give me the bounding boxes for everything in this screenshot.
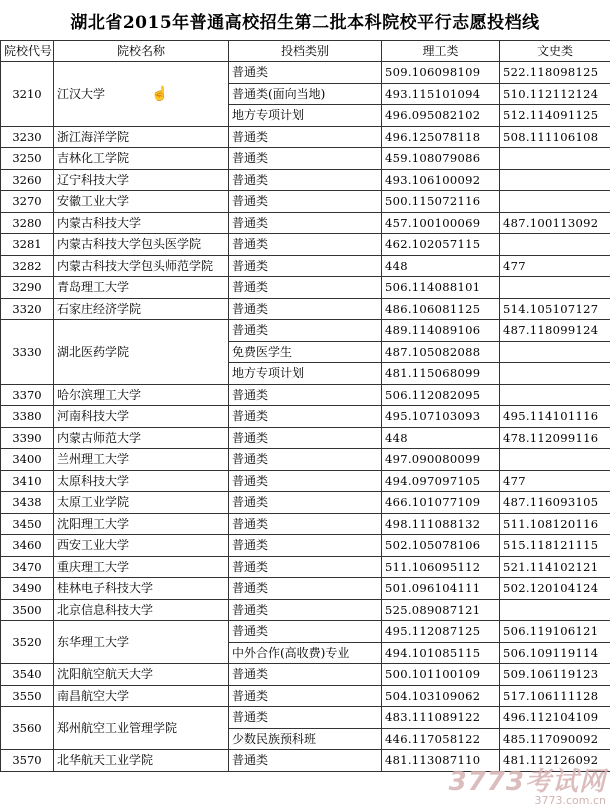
category-cell: 普通类 <box>229 255 382 277</box>
school-code-cell: 3410 <box>1 470 54 492</box>
school-name: 太原科技大学 <box>57 473 130 488</box>
science-score-cell: 511.106095112 <box>382 556 500 578</box>
science-score-cell: 487.105082088 <box>382 341 500 363</box>
school-name-cell <box>54 513 229 535</box>
arts-score-cell: 517.106111128 <box>500 685 610 707</box>
school-name: 沈阳理工大学 <box>57 516 130 531</box>
header-category: 投档类别 <box>229 41 382 62</box>
school-code-cell: 3280 <box>1 212 54 234</box>
school-name-cell <box>54 234 229 256</box>
table-body <box>1 62 610 772</box>
school-name-cell <box>54 685 229 707</box>
table-header-row <box>1 41 610 62</box>
header-name: 院校名称 <box>54 41 229 62</box>
school-code-cell: 3438 <box>1 492 54 514</box>
school-name-cell <box>54 750 229 772</box>
science-score-cell: 493.115101094 <box>382 83 500 105</box>
table-row <box>1 255 610 277</box>
category-cell: 普通类 <box>229 62 382 84</box>
school-name: 河南科技大学 <box>57 409 130 424</box>
category-cell: 普通类 <box>229 234 382 256</box>
table-row <box>1 750 610 772</box>
science-score-cell: 494.097097105 <box>382 470 500 492</box>
science-score-cell: 489.114089106 <box>382 320 500 342</box>
school-name-cell <box>54 492 229 514</box>
school-name-cell <box>54 277 229 299</box>
table-row <box>1 556 610 578</box>
school-name: 桂林电子科技大学 <box>57 581 154 596</box>
arts-score-cell: 522.118098125 <box>500 62 610 84</box>
category-cell: 普通类 <box>229 169 382 191</box>
table-row <box>1 169 610 191</box>
table-row <box>1 621 610 643</box>
category-cell: 普通类 <box>229 126 382 148</box>
category-cell: 普通类(面向当地) <box>229 83 382 105</box>
school-name-cell <box>54 298 229 320</box>
school-name-cell <box>54 384 229 406</box>
category-cell: 普通类 <box>229 148 382 170</box>
school-name: 北华航天工业学院 <box>57 753 154 768</box>
science-score-cell: 481.113087110 <box>382 750 500 772</box>
arts-score-cell: 510.112112124 <box>500 83 610 105</box>
science-score-cell: 494.101085115 <box>382 642 500 664</box>
school-name-cell <box>54 191 229 213</box>
school-name-cell <box>54 320 229 385</box>
science-score-cell: 496.095082102 <box>382 105 500 127</box>
category-cell: 普通类 <box>229 449 382 471</box>
school-code-cell: 3450 <box>1 513 54 535</box>
school-code-cell: 3282 <box>1 255 54 277</box>
school-code-cell: 3400 <box>1 449 54 471</box>
table-row <box>1 449 610 471</box>
arts-score-cell: 485.117090092 <box>500 728 610 750</box>
arts-score-cell: 511.108120116 <box>500 513 610 535</box>
school-code-cell: 3390 <box>1 427 54 449</box>
school-name: 湖北医药学院 <box>57 344 130 359</box>
arts-score-cell <box>500 277 610 299</box>
arts-score-cell: 508.111106108 <box>500 126 610 148</box>
school-code-cell: 3550 <box>1 685 54 707</box>
table-row <box>1 234 610 256</box>
school-code-cell: 3270 <box>1 191 54 213</box>
science-score-cell: 459.108079086 <box>382 148 500 170</box>
science-score-cell: 500.101100109 <box>382 664 500 686</box>
arts-score-cell <box>500 449 610 471</box>
arts-score-cell: 495.114101116 <box>500 406 610 428</box>
science-score-cell: 486.106081125 <box>382 298 500 320</box>
science-score-cell: 502.105078106 <box>382 535 500 557</box>
school-name-cell <box>54 427 229 449</box>
category-cell: 少数民族预科班 <box>229 728 382 750</box>
school-name: 郑州航空工业管理学院 <box>57 721 178 735</box>
school-name: 太原工业学院 <box>57 495 130 510</box>
category-cell: 普通类 <box>229 492 382 514</box>
school-name: 北京信息科技大学 <box>57 602 154 617</box>
science-score-cell: 501.096104111 <box>382 578 500 600</box>
arts-score-cell: 477 <box>500 470 610 492</box>
arts-score-cell <box>500 148 610 170</box>
table-row <box>1 384 610 406</box>
school-name-cell <box>54 126 229 148</box>
arts-score-cell <box>500 384 610 406</box>
arts-score-cell: 487.100113092 <box>500 212 610 234</box>
watermark-url: 3773.com.cn <box>534 794 606 807</box>
school-name: 安徽工业大学 <box>57 194 130 209</box>
school-name: 吉林化工学院 <box>57 151 130 166</box>
arts-score-cell <box>500 599 610 621</box>
school-code-cell: 3560 <box>1 707 54 750</box>
category-cell: 普通类 <box>229 535 382 557</box>
arts-score-cell: 521.114102121 <box>500 556 610 578</box>
arts-score-cell: 506.119106121 <box>500 621 610 643</box>
school-code-cell: 3470 <box>1 556 54 578</box>
category-cell: 普通类 <box>229 578 382 600</box>
school-code-cell: 3500 <box>1 599 54 621</box>
table-row <box>1 535 610 557</box>
table-row <box>1 492 610 514</box>
school-name: 重庆理工大学 <box>57 559 130 574</box>
science-score-cell: 525.089087121 <box>382 599 500 621</box>
school-name-cell <box>54 535 229 557</box>
category-cell: 普通类 <box>229 277 382 299</box>
science-score-cell: 446.117058122 <box>382 728 500 750</box>
category-cell: 普通类 <box>229 513 382 535</box>
table-row <box>1 298 610 320</box>
hand-cursor-icon: ☝ <box>151 86 169 102</box>
school-code-cell: 3320 <box>1 298 54 320</box>
table-row <box>1 148 610 170</box>
school-code-cell: 3330 <box>1 320 54 385</box>
science-score-cell: 496.125078118 <box>382 126 500 148</box>
science-score-cell: 509.106098109 <box>382 62 500 84</box>
header-code: 院校代号 <box>1 41 54 62</box>
school-code-cell: 3281 <box>1 234 54 256</box>
school-name-cell <box>54 599 229 621</box>
school-code-cell: 3230 <box>1 126 54 148</box>
school-code-cell: 3210 <box>1 62 54 127</box>
table-row <box>1 578 610 600</box>
header-science: 理工类 <box>382 41 500 62</box>
category-cell: 普通类 <box>229 750 382 772</box>
category-cell: 普通类 <box>229 556 382 578</box>
science-score-cell: 495.112087125 <box>382 621 500 643</box>
science-score-cell: 481.115068099 <box>382 363 500 385</box>
arts-score-cell: 477 <box>500 255 610 277</box>
school-name-cell <box>54 556 229 578</box>
category-cell: 普通类 <box>229 384 382 406</box>
school-code-cell: 3380 <box>1 406 54 428</box>
school-name: 内蒙古科技大学包头师范学院 <box>57 258 214 273</box>
category-cell: 普通类 <box>229 707 382 729</box>
category-cell: 普通类 <box>229 191 382 213</box>
school-name-cell <box>54 449 229 471</box>
category-cell: 普通类 <box>229 320 382 342</box>
school-name: 辽宁科技大学 <box>57 172 130 187</box>
school-name: 浙江海洋学院 <box>57 129 130 144</box>
arts-score-cell <box>500 341 610 363</box>
school-name: 西安工业大学 <box>57 538 130 553</box>
school-name: 内蒙古师范大学 <box>57 430 142 445</box>
school-name: 内蒙古科技大学包头医学院 <box>57 237 202 252</box>
school-name: 沈阳航空航天大学 <box>57 667 154 682</box>
category-cell: 普通类 <box>229 406 382 428</box>
school-name-cell <box>54 578 229 600</box>
category-cell: 地方专项计划 <box>229 363 382 385</box>
school-name-cell <box>54 406 229 428</box>
table-row <box>1 212 610 234</box>
arts-score-cell: 487.116093105 <box>500 492 610 514</box>
category-cell: 普通类 <box>229 298 382 320</box>
arts-score-cell: 502.120104124 <box>500 578 610 600</box>
school-name-cell <box>54 148 229 170</box>
table-row <box>1 191 610 213</box>
school-code-cell: 3290 <box>1 277 54 299</box>
admission-table <box>0 40 610 772</box>
school-name-cell <box>54 664 229 686</box>
category-cell: 中外合作(高收费)专业 <box>229 642 382 664</box>
science-score-cell: 457.100100069 <box>382 212 500 234</box>
arts-score-cell: 478.112099116 <box>500 427 610 449</box>
science-score-cell: 506.114088101 <box>382 277 500 299</box>
arts-score-cell: 481.112126092 <box>500 750 610 772</box>
category-cell: 普通类 <box>229 621 382 643</box>
science-score-cell: 483.111089122 <box>382 707 500 729</box>
school-code-cell: 3260 <box>1 169 54 191</box>
category-cell: 普通类 <box>229 427 382 449</box>
school-name: 哈尔滨理工大学 <box>57 387 142 402</box>
arts-score-cell: 496.112104109 <box>500 707 610 729</box>
school-name: 内蒙古科技大学 <box>57 215 142 230</box>
header-arts: 文史类 <box>500 41 610 62</box>
science-score-cell: 448 <box>382 427 500 449</box>
category-cell: 普通类 <box>229 685 382 707</box>
school-name: 青岛理工大学 <box>57 280 130 295</box>
arts-score-cell: 509.106119123 <box>500 664 610 686</box>
science-score-cell: 466.101077109 <box>382 492 500 514</box>
science-score-cell: 448 <box>382 255 500 277</box>
arts-score-cell <box>500 169 610 191</box>
category-cell: 普通类 <box>229 470 382 492</box>
category-cell: 普通类 <box>229 664 382 686</box>
category-cell: 普通类 <box>229 212 382 234</box>
school-name-cell <box>54 212 229 234</box>
arts-score-cell <box>500 191 610 213</box>
arts-score-cell: 506.109119114 <box>500 642 610 664</box>
table-row <box>1 427 610 449</box>
school-code-cell: 3250 <box>1 148 54 170</box>
science-score-cell: 462.102057115 <box>382 234 500 256</box>
table-row <box>1 707 610 729</box>
table-row <box>1 664 610 686</box>
science-score-cell: 500.115072116 <box>382 191 500 213</box>
table-row <box>1 685 610 707</box>
science-score-cell: 504.103109062 <box>382 685 500 707</box>
school-code-cell: 3570 <box>1 750 54 772</box>
table-row <box>1 277 610 299</box>
arts-score-cell <box>500 363 610 385</box>
category-cell: 普通类 <box>229 599 382 621</box>
science-score-cell: 495.107103093 <box>382 406 500 428</box>
school-code-cell: 3370 <box>1 384 54 406</box>
arts-score-cell <box>500 234 610 256</box>
table-row <box>1 513 610 535</box>
category-cell: 地方专项计划 <box>229 105 382 127</box>
science-score-cell: 493.106100092 <box>382 169 500 191</box>
page-title: 湖北省2015年普通高校招生第二批本科院校平行志愿投档线 <box>70 13 540 33</box>
school-code-cell: 3490 <box>1 578 54 600</box>
science-score-cell: 506.112082095 <box>382 384 500 406</box>
watermark-logo: 3773考试网 <box>448 767 606 797</box>
school-name-cell <box>54 621 229 664</box>
school-name: 兰州理工大学 <box>57 452 130 467</box>
school-name-cell <box>54 169 229 191</box>
school-name: 江汉大学 <box>57 86 106 101</box>
table-row <box>1 126 610 148</box>
school-code-cell: 3520 <box>1 621 54 664</box>
school-name: 东华理工大学 <box>57 635 130 649</box>
school-code-cell: 3540 <box>1 664 54 686</box>
science-score-cell: 497.090080099 <box>382 449 500 471</box>
category-cell: 免费医学生 <box>229 341 382 363</box>
school-name: 南昌航空大学 <box>57 688 130 703</box>
arts-score-cell: 512.114091125 <box>500 105 610 127</box>
school-name-cell <box>54 470 229 492</box>
science-score-cell: 498.111088132 <box>382 513 500 535</box>
school-name-cell <box>54 255 229 277</box>
arts-score-cell: 514.105107127 <box>500 298 610 320</box>
table-row <box>1 320 610 342</box>
school-name: 石家庄经济学院 <box>57 301 142 316</box>
school-name-cell <box>54 707 229 750</box>
arts-score-cell: 515.118121115 <box>500 535 610 557</box>
school-name-cell <box>54 62 229 127</box>
table-row <box>1 470 610 492</box>
table-row <box>1 599 610 621</box>
table-row <box>1 62 610 84</box>
arts-score-cell: 487.118099124 <box>500 320 610 342</box>
table-row <box>1 406 610 428</box>
school-code-cell: 3460 <box>1 535 54 557</box>
